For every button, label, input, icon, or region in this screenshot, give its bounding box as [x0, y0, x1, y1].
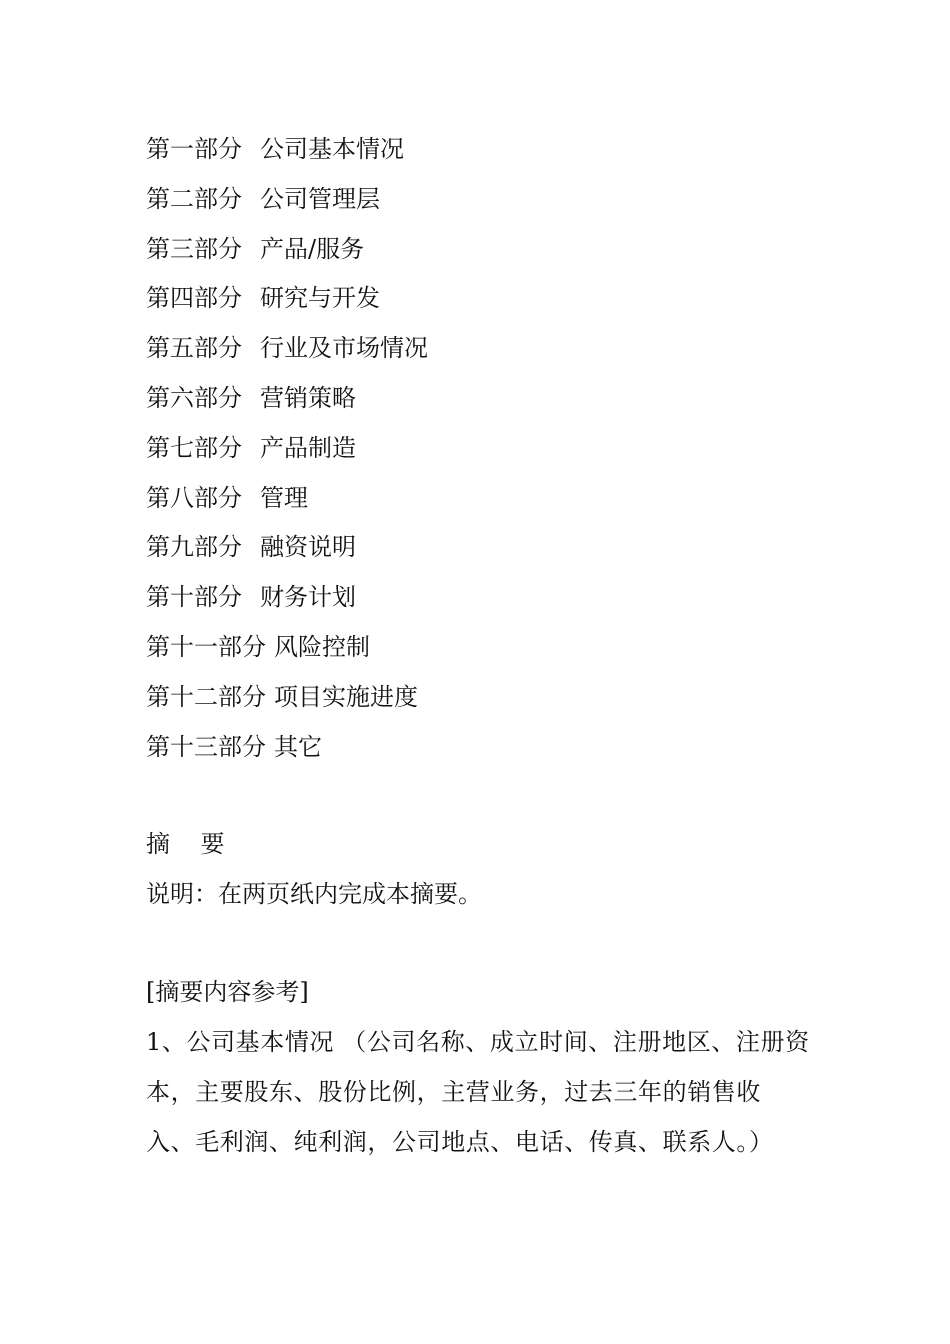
toc-item	[146, 622, 826, 672]
reference-paragraph: 1、公司基本情况 （公司名称、成立时间、注册地区、注册资本，主要股东、股份比例，主营业务，过去三年的销售收入、毛利润、纯利润，公司地点、电话、传真、联系人。）	[146, 1028, 810, 1157]
toc-item	[146, 124, 826, 174]
toc-part-number: 第四部分	[146, 284, 242, 313]
toc-item	[146, 323, 826, 373]
toc-part-title: 项目实施进度	[274, 682, 418, 711]
table-of-contents	[146, 124, 826, 771]
toc-item	[146, 423, 826, 473]
toc-part-title: 产品/服务	[260, 234, 365, 263]
toc-part-number: 第一部分	[146, 135, 242, 163]
toc-part-title: 公司管理层	[260, 184, 380, 213]
toc-part-number: 第七部分	[146, 433, 242, 462]
toc-item	[146, 672, 826, 722]
toc-part-title: 财务计划	[260, 583, 356, 612]
toc-item	[146, 273, 826, 323]
document-page	[146, 124, 826, 1167]
toc-part-title: 其它	[274, 732, 322, 761]
abstract-heading: 摘 要	[146, 830, 225, 859]
toc-part-number: 第十三部分	[146, 732, 266, 761]
toc-part-number: 第九部分	[146, 533, 242, 562]
toc-part-number: 第二部分	[146, 184, 242, 213]
toc-item	[146, 722, 826, 772]
reference-heading: [摘要内容参考]	[146, 978, 309, 1007]
toc-part-title: 风险控制	[274, 632, 370, 661]
toc-item	[146, 473, 826, 523]
abstract-note: 说明：在两页纸内完成本摘要。	[146, 880, 482, 909]
toc-part-number: 第六部分	[146, 383, 242, 412]
toc-part-number: 第十二部分	[146, 682, 266, 711]
toc-part-title: 公司基本情况	[260, 135, 404, 163]
toc-item	[146, 572, 826, 622]
toc-item	[146, 174, 826, 224]
toc-part-title: 融资说明	[260, 533, 356, 562]
toc-part-title: 营销策略	[260, 383, 356, 412]
toc-item	[146, 224, 826, 274]
toc-part-number: 第五部分	[146, 334, 242, 363]
toc-part-number: 第八部分	[146, 483, 242, 512]
toc-part-title: 研究与开发	[260, 284, 380, 313]
toc-part-number: 第十一部分	[146, 632, 266, 661]
toc-item	[146, 373, 826, 423]
toc-item	[146, 522, 826, 572]
toc-part-number: 第十部分	[146, 583, 242, 612]
toc-part-title: 产品制造	[260, 433, 356, 462]
toc-part-title: 管理	[260, 483, 308, 512]
toc-part-number: 第三部分	[146, 234, 242, 263]
toc-part-title: 行业及市场情况	[260, 334, 428, 363]
